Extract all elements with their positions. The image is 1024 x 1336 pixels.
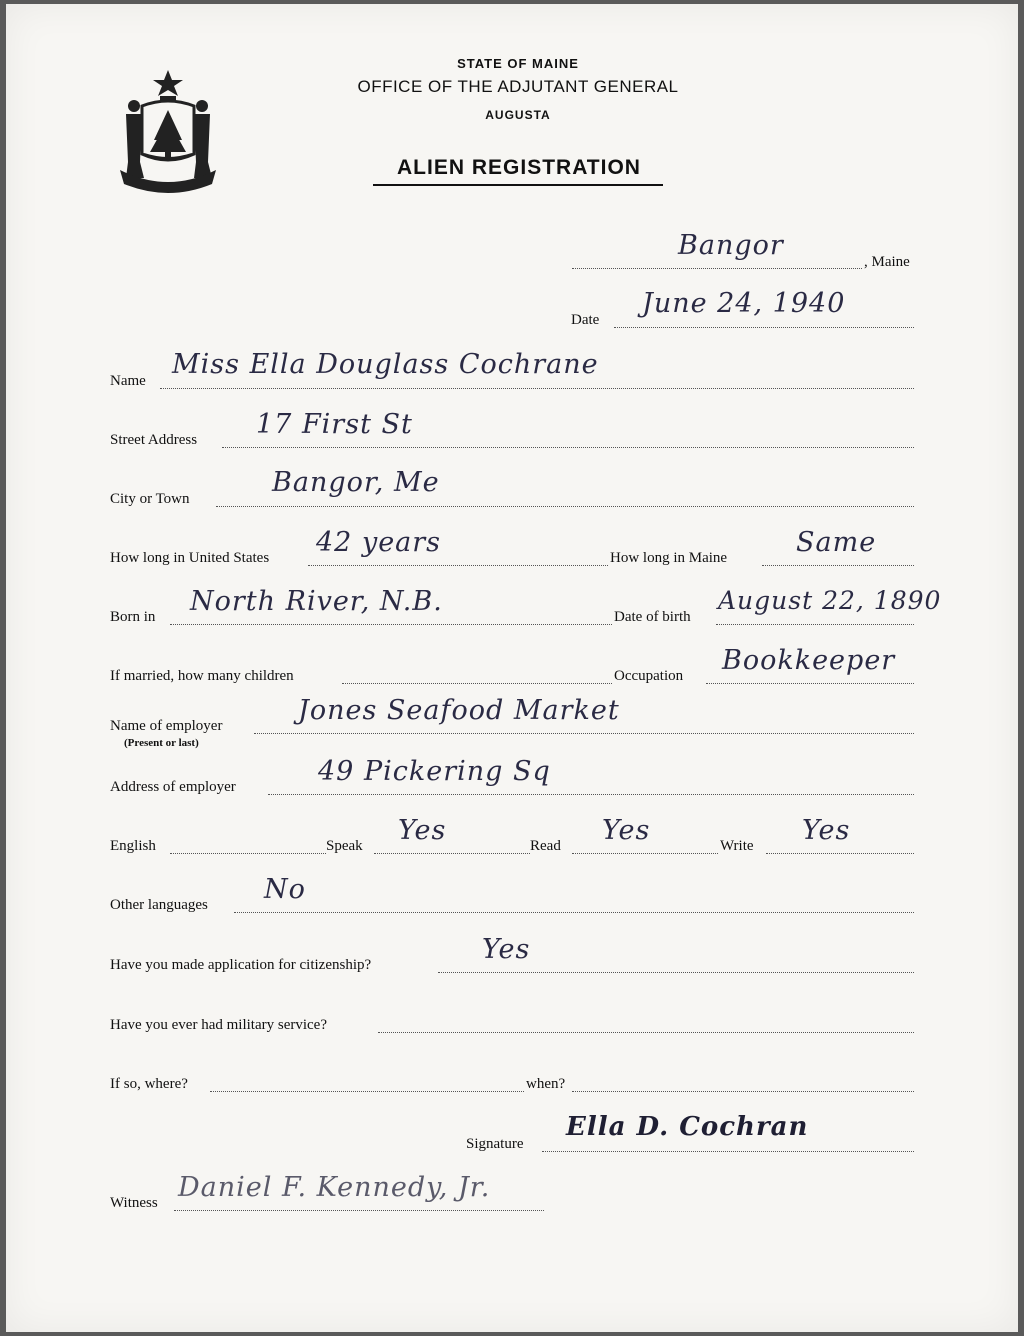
occupation-entry: Bookkeeper [722, 645, 896, 676]
employer-note: (Present or last) [124, 737, 199, 749]
other-languages-line [234, 912, 914, 913]
registration-form [6, 4, 1018, 1332]
children-label: If married, how many children [110, 668, 294, 684]
date-line [614, 327, 914, 328]
date-of-birth-line [716, 624, 914, 625]
witness-line [174, 1210, 544, 1211]
how-long-maine-label: How long in Maine [610, 550, 728, 566]
citizenship-label: Have you made application for citizenship? [110, 957, 372, 973]
military-label: Have you ever had military service? [110, 1017, 327, 1033]
city-line [216, 506, 914, 507]
city-entry: Bangor, Me [272, 467, 440, 498]
write-line [766, 853, 914, 854]
employer-entry: Jones Seafood Market [298, 695, 620, 726]
employer-line [254, 733, 914, 734]
english-line [170, 853, 326, 854]
where-label: If so, where? [110, 1076, 188, 1092]
speak-line [374, 853, 530, 854]
signature-entry: Ella D. Cochran [566, 1112, 809, 1142]
town-entry: Bangor [678, 230, 784, 261]
employer-address-line [268, 794, 914, 795]
citizenship-line [438, 972, 914, 973]
date-of-birth-entry: August 22, 1890 [718, 586, 942, 615]
maine-label: , Maine [864, 254, 910, 270]
how-long-maine-line [762, 565, 914, 566]
street-entry: 17 First St [256, 409, 413, 440]
how-long-us-entry: 42 years [316, 527, 442, 558]
read-entry: Yes [602, 815, 651, 846]
when-line [572, 1091, 914, 1092]
city-label: City or Town [110, 491, 190, 507]
write-label: Write [720, 838, 754, 854]
title-underline [373, 184, 663, 186]
witness-entry: Daniel F. Kennedy, Jr. [178, 1172, 491, 1203]
date-entry: June 24, 1940 [642, 288, 846, 319]
how-long-us-line [308, 565, 608, 566]
header-office: OFFICE OF THE ADJUTANT GENERAL [357, 77, 679, 96]
street-line [222, 447, 914, 448]
speak-label: Speak [326, 838, 363, 854]
born-in-entry: North River, N.B. [190, 586, 443, 617]
form-title: ALIEN REGISTRATION [397, 156, 641, 179]
occupation-label: Occupation [614, 668, 684, 684]
signature-line [542, 1151, 914, 1152]
other-languages-entry: No [264, 874, 306, 905]
write-entry: Yes [802, 815, 851, 846]
date-of-birth-label: Date of birth [614, 609, 691, 625]
english-label: English [110, 838, 156, 854]
header-city: AUGUSTA [485, 108, 551, 122]
signature-label: Signature [466, 1136, 524, 1152]
born-in-line [170, 624, 612, 625]
how-long-maine-entry: Same [796, 527, 877, 558]
where-line [210, 1091, 524, 1092]
name-entry: Miss Ella Douglass Cochrane [172, 349, 599, 380]
read-label: Read [530, 838, 561, 854]
employer-address-label: Address of employer [110, 779, 236, 795]
date-label: Date [571, 312, 600, 328]
citizenship-entry: Yes [482, 934, 531, 965]
other-languages-label: Other languages [110, 897, 208, 913]
header-state: STATE OF MAINE [457, 56, 579, 71]
children-line [342, 683, 612, 684]
born-in-label: Born in [110, 609, 156, 625]
name-line [160, 388, 914, 389]
occupation-line [706, 683, 914, 684]
street-label: Street Address [110, 432, 198, 448]
name-label: Name [110, 373, 146, 389]
town-line [572, 268, 862, 269]
employer-label: Name of employer [110, 718, 223, 734]
how-long-us-label: How long in United States [110, 550, 270, 566]
read-line [572, 853, 718, 854]
when-label: when? [526, 1076, 566, 1092]
speak-entry: Yes [398, 815, 447, 846]
witness-label: Witness [110, 1195, 158, 1211]
employer-address-entry: 49 Pickering Sq [318, 756, 551, 787]
military-line [378, 1032, 914, 1033]
